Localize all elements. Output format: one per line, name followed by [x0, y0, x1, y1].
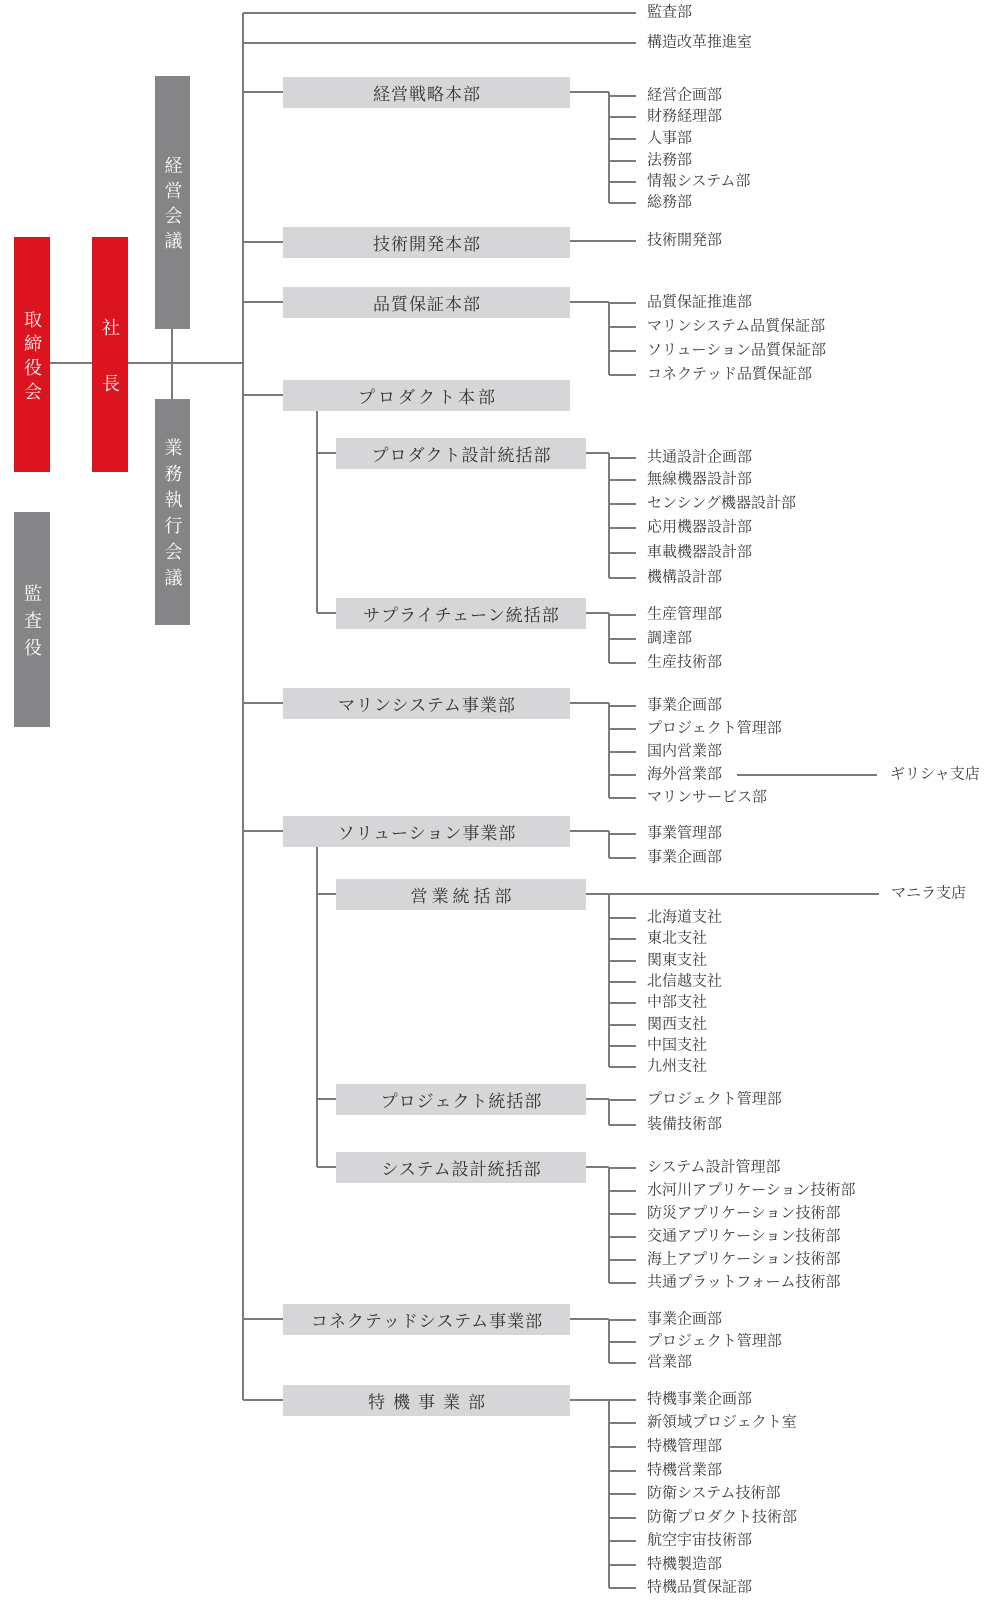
connector-line	[609, 1282, 636, 1284]
connector-line	[609, 1236, 636, 1238]
connector-line	[570, 702, 609, 704]
sub-division-box	[336, 598, 586, 629]
connector-line	[609, 326, 636, 328]
sub-division-box-label: プロダクト設計統括部	[371, 445, 552, 465]
connector-line	[608, 453, 610, 578]
direct-department-label: 監査部	[647, 3, 693, 21]
connector-line	[609, 1002, 636, 1004]
department-label: 特機品質保証部	[647, 1578, 753, 1596]
department-label: 航空宇宙技術部	[647, 1531, 753, 1549]
connector-line	[609, 751, 636, 753]
department-label: 関西支社	[647, 1015, 708, 1033]
connector-line	[608, 92, 610, 203]
department-label: 事業企画部	[647, 1310, 723, 1328]
connector-line	[570, 1318, 609, 1320]
executive-meeting-box	[155, 399, 190, 625]
connector-line	[609, 662, 636, 664]
meeting-connector-line	[171, 329, 173, 399]
division-box	[283, 688, 570, 719]
connector-line	[609, 705, 636, 707]
direct-department-label: 構造改革推進室	[647, 33, 753, 51]
department-label: 法務部	[647, 151, 693, 169]
connector-line	[570, 240, 636, 242]
department-label: 事業企画部	[647, 848, 723, 866]
department-label: 九州支社	[647, 1057, 708, 1075]
department-label: 北信越支社	[647, 972, 723, 990]
sub-division-box	[336, 1152, 586, 1183]
connector-line	[570, 1399, 609, 1401]
overseas-branch-line	[609, 893, 879, 895]
connector-line	[609, 374, 636, 376]
connector-line	[609, 302, 636, 304]
connector-line	[609, 1124, 636, 1126]
connector-line	[609, 1024, 636, 1026]
connector-line	[609, 1399, 636, 1401]
connector-line	[609, 1167, 636, 1169]
department-label: 防衛システム技術部	[647, 1484, 781, 1502]
connector-line	[570, 91, 609, 93]
executive-meeting-box-label: 業務執行会議	[162, 438, 183, 594]
connector-line	[609, 577, 636, 579]
connector-line	[243, 1399, 283, 1401]
connector-line	[609, 1190, 636, 1192]
department-label: 車載機器設計部	[647, 543, 753, 561]
connector-line	[609, 981, 636, 983]
connector-line	[609, 1587, 636, 1589]
department-label: ソリューション品質保証部	[647, 341, 826, 359]
division-box	[283, 1385, 570, 1416]
department-label: 情報システム部	[647, 172, 751, 190]
department-label: 経営企画部	[647, 86, 723, 104]
sub-division-box-label: システム設計統括部	[381, 1159, 542, 1179]
department-label: 海外営業部	[647, 765, 723, 783]
auditors-box	[14, 512, 50, 727]
connector-line	[609, 917, 636, 919]
connector-line	[609, 774, 636, 776]
department-label: 水河川アプリケーション技術部	[647, 1181, 856, 1199]
connector-line	[609, 833, 636, 835]
president-box	[92, 237, 128, 472]
connector-line	[609, 1446, 636, 1448]
division-box-label: ソリューション事業部	[337, 823, 517, 843]
department-label: マリンシステム品質保証部	[647, 317, 826, 335]
division-box-label: 特機事業部	[368, 1392, 493, 1412]
overseas-branch-label: ギリシャ支店	[890, 765, 980, 783]
connector-line	[609, 202, 636, 204]
connector-line	[608, 302, 610, 375]
division-box-label: プロダクト本部	[358, 387, 498, 407]
connector-line	[609, 1422, 636, 1424]
department-label: 品質保証推進部	[647, 293, 753, 311]
department-label: 関東支社	[647, 951, 708, 969]
department-label: 生産技術部	[647, 653, 723, 671]
connector-line	[243, 1318, 283, 1320]
department-label: プロジェクト管理部	[647, 1090, 782, 1108]
department-label: 交通アプリケーション技術部	[647, 1227, 841, 1245]
division-box-label: コネクテッドシステム事業部	[310, 1311, 544, 1331]
connector-line	[609, 1493, 636, 1495]
department-label: 総務部	[647, 193, 693, 211]
department-label: 中部支社	[647, 993, 708, 1011]
connector-line	[317, 893, 336, 895]
division-box	[283, 227, 570, 258]
connector-line	[317, 452, 336, 454]
connector-line	[609, 797, 636, 799]
sub-division-box	[336, 879, 586, 910]
connector-line	[609, 938, 636, 940]
connector-line	[586, 452, 609, 454]
department-label: 特機管理部	[647, 1437, 723, 1455]
department-label: 事業管理部	[647, 824, 723, 842]
auditors-box-label: 監査役	[22, 583, 42, 665]
overseas-branch-line	[737, 774, 877, 776]
connector-line	[609, 350, 636, 352]
president-box-label: 社長	[100, 317, 120, 430]
sub-division-box-label: 営業統括部	[410, 886, 516, 906]
connector-line	[609, 1319, 636, 1321]
connector-line	[609, 1341, 636, 1343]
connector-line	[609, 479, 636, 481]
connector-line	[570, 830, 609, 832]
department-label: 装備技術部	[647, 1115, 723, 1133]
connector-line	[609, 1045, 636, 1047]
connector-line	[243, 42, 636, 44]
department-label: 事業企画部	[647, 696, 723, 714]
connector-line	[609, 1213, 636, 1215]
department-label: 営業部	[647, 1353, 693, 1371]
connector-line	[609, 1564, 636, 1566]
management-meeting-box-label: 経営会議	[162, 156, 183, 256]
connector-line	[609, 1259, 636, 1261]
connector-line	[609, 457, 636, 459]
department-label: システム設計管理部	[647, 1158, 781, 1176]
board-president-line	[50, 362, 243, 364]
connector-line	[609, 138, 636, 140]
department-label: 海上アプリケーション技術部	[647, 1250, 841, 1268]
connector-line	[243, 301, 283, 303]
department-label: 中国支社	[647, 1036, 708, 1054]
connector-line	[609, 614, 636, 616]
sub-division-trunk-line	[316, 411, 318, 614]
connector-line	[317, 612, 336, 614]
division-box	[283, 816, 570, 847]
department-label: 新領域プロジェクト室	[647, 1413, 797, 1431]
department-label: 財務経理部	[647, 107, 723, 125]
division-box-label: マリンシステム事業部	[338, 695, 516, 715]
connector-line	[243, 702, 283, 704]
connector-line	[609, 160, 636, 162]
connector-line	[570, 301, 609, 303]
connector-line	[243, 394, 283, 396]
connector-line	[609, 728, 636, 730]
connector-line	[609, 1517, 636, 1519]
department-label: 技術開発部	[647, 231, 723, 249]
connector-line	[586, 893, 609, 895]
connector-line	[608, 831, 610, 858]
connector-line	[609, 95, 636, 97]
connector-line	[609, 1066, 636, 1068]
division-box	[283, 77, 570, 108]
department-label: コネクテッド品質保証部	[647, 365, 813, 383]
department-label: 共通プラットフォーム技術部	[647, 1273, 841, 1291]
connector-line	[609, 857, 636, 859]
department-label: 調達部	[647, 629, 693, 647]
division-box-label: 技術開発本部	[373, 234, 481, 254]
connector-line	[609, 1470, 636, 1472]
department-label: 国内営業部	[647, 742, 723, 760]
sub-division-box	[336, 438, 586, 469]
division-box	[283, 1304, 570, 1335]
connector-line	[609, 552, 636, 554]
division-box	[283, 287, 570, 318]
connector-line	[609, 181, 636, 183]
department-label: 特機営業部	[647, 1461, 723, 1479]
connector-line	[609, 503, 636, 505]
board-box-label: 取締役会	[22, 309, 42, 406]
connector-line	[609, 527, 636, 529]
connector-line	[608, 1167, 610, 1283]
division-box-label: 品質保証本部	[373, 294, 481, 314]
connector-line	[586, 1166, 609, 1168]
department-label: プロジェクト管理部	[647, 719, 782, 737]
connector-line	[317, 1166, 336, 1168]
connector-line	[243, 12, 636, 14]
connector-line	[243, 830, 283, 832]
connector-line	[586, 612, 609, 614]
connector-line	[609, 960, 636, 962]
connector-line	[609, 638, 636, 640]
connector-line	[317, 1098, 336, 1100]
department-label: 共通設計企画部	[647, 448, 753, 466]
overseas-branch-label: マニラ支店	[891, 884, 967, 902]
connector-line	[609, 1099, 636, 1101]
main-trunk-line	[242, 13, 244, 1400]
management-meeting-box	[155, 76, 190, 329]
department-label: プロジェクト管理部	[647, 1332, 782, 1350]
department-label: マリンサービス部	[647, 788, 768, 806]
department-label: 無線機器設計部	[647, 470, 753, 488]
division-box	[283, 380, 570, 411]
sub-division-box-label: サプライチェーン統括部	[363, 605, 560, 625]
sub-division-box-label: プロジェクト統括部	[380, 1091, 543, 1111]
department-label: 機構設計部	[647, 568, 723, 586]
board-box	[14, 237, 50, 472]
connector-line	[586, 1098, 609, 1100]
connector-line	[609, 1362, 636, 1364]
department-label: 応用機器設計部	[647, 518, 753, 536]
department-label: 北海道支社	[647, 908, 723, 926]
department-label: 人事部	[647, 129, 693, 147]
department-label: 生産管理部	[647, 605, 723, 623]
department-label: 特機製造部	[647, 1555, 723, 1573]
department-label: センシング機器設計部	[647, 494, 796, 512]
connector-line	[243, 91, 283, 93]
department-label: 防衛プロダクト技術部	[647, 1508, 798, 1526]
sub-division-box	[336, 1084, 586, 1115]
department-label: 特機事業企画部	[647, 1390, 753, 1408]
connector-line	[243, 241, 283, 243]
connector-line	[608, 1099, 610, 1125]
connector-line	[609, 1540, 636, 1542]
department-label: 防災アプリケーション技術部	[647, 1204, 841, 1222]
department-label: 東北支社	[647, 929, 708, 947]
connector-line	[609, 116, 636, 118]
division-box-label: 経営戦略本部	[373, 84, 481, 104]
